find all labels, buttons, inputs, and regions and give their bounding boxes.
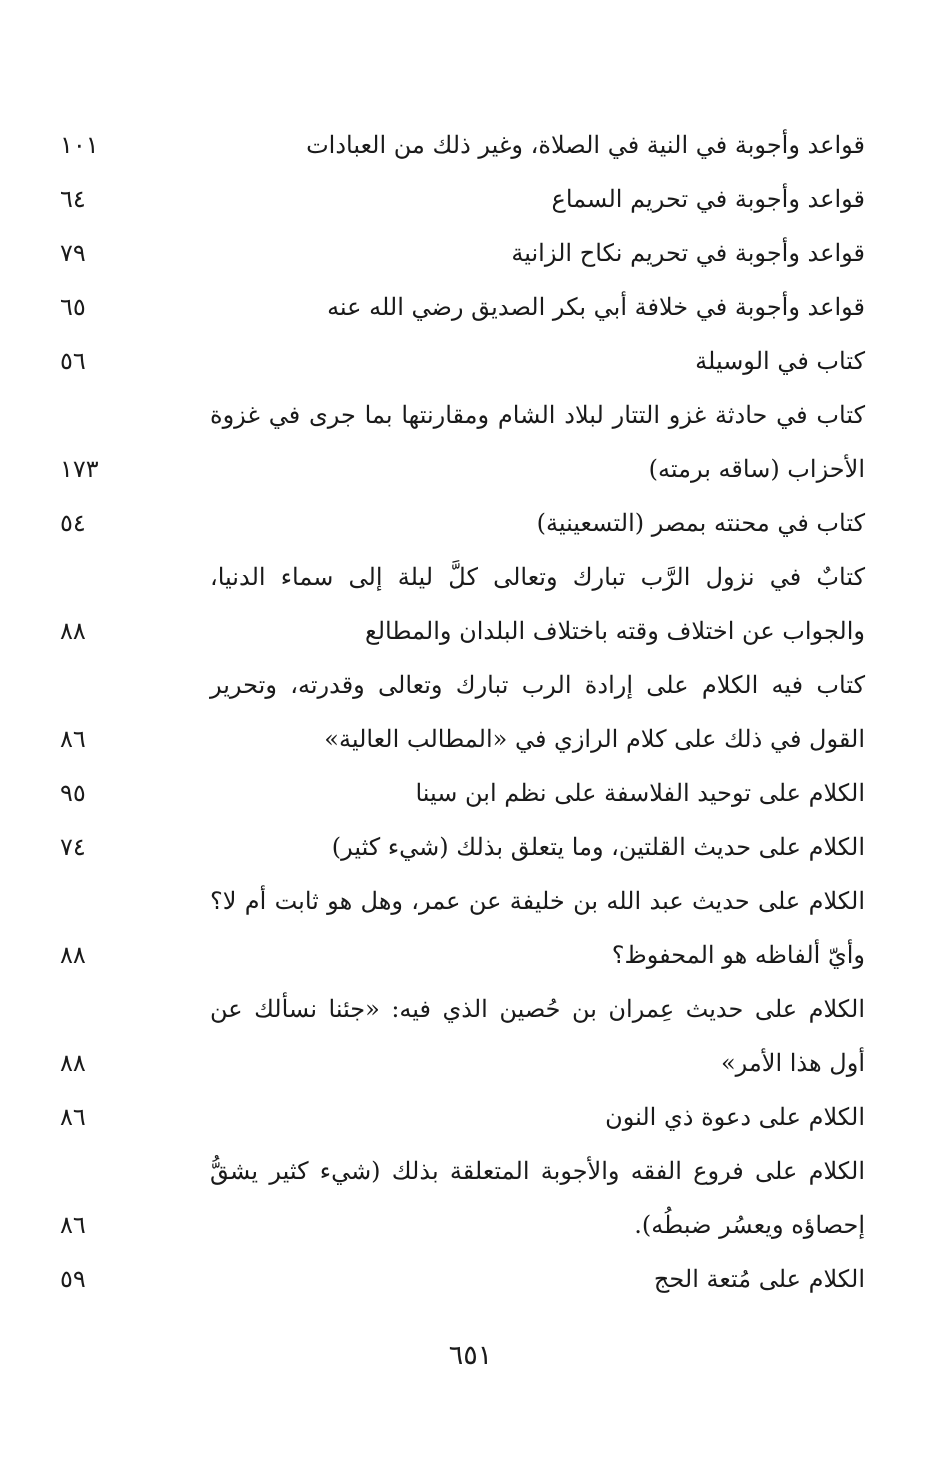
entry-page-number: ٥٤ [60, 509, 86, 537]
index-list [60, 118, 865, 1306]
index-entry [60, 280, 865, 334]
index-entry [60, 172, 865, 226]
entry-title: الكلام على فروع الفقه والأجوبة المتعلقة بذلك (شيء كثير يشقُّ إحصاؤه ويعسُر ضبطُه). [210, 1157, 865, 1239]
entry-page-number: ٧٩ [60, 239, 86, 267]
index-entry [60, 118, 865, 172]
entry-title: كتاب في حادثة غزو التتار لبلاد الشام ومقارنتها بما جرى في غزوة الأحزاب (ساقه برمته) [210, 401, 865, 483]
entry-page-number: ٨٦ [60, 1211, 86, 1239]
index-entry [60, 1090, 865, 1144]
index-entry [60, 766, 865, 820]
entry-title: كتابٌ في نزول الرَّب تبارك وتعالى كلَّ ليلة إلى سماء الدنيا، والجواب عن اختلاف وقته باختلاف البلدان والمطالع [210, 563, 865, 645]
entry-page-number: ٨٨ [60, 617, 86, 645]
index-entry [60, 820, 865, 874]
entry-page-number: ٨٦ [60, 1103, 86, 1131]
entry-title: قواعد وأجوبة في خلافة أبي بكر الصديق رضي الله عنه [327, 293, 865, 321]
entry-title: الكلام على حديث القلتين، وما يتعلق بذلك (شيء كثير) [331, 833, 865, 861]
entry-page-number: ١٧٣ [60, 455, 99, 483]
entry-title: الكلام على مُتعة الحج [653, 1265, 865, 1293]
entry-title: الكلام على توحيد الفلاسفة على نظم ابن سينا [415, 779, 865, 807]
entry-title: الكلام على حديث عِمران بن حُصين الذي فيه: «جئنا نسألك عن أول هذا الأمر» [210, 995, 865, 1077]
entry-page-number: ٨٨ [60, 941, 86, 969]
entry-page-number: ٩٥ [60, 779, 86, 807]
index-entry [60, 874, 865, 982]
index-entry [60, 1144, 865, 1252]
index-entry [60, 496, 865, 550]
entry-title: كتاب فيه الكلام على إرادة الرب تبارك وتعالى وقدرته، وتحرير القول في ذلك على كلام الرازي في «المطالب العالية» [210, 671, 865, 753]
entry-page-number: ٨٦ [60, 725, 86, 753]
index-entry [60, 226, 865, 280]
entry-title: كتاب في محنته بمصر (التسعينية) [536, 509, 865, 537]
entry-page-number: ٨٨ [60, 1049, 86, 1077]
index-entry [60, 334, 865, 388]
index-entry [60, 388, 865, 496]
entry-title: قواعد وأجوبة في تحريم السماع [551, 185, 865, 213]
entry-title: قواعد وأجوبة في تحريم نكاح الزانية [511, 239, 865, 267]
index-entry [60, 550, 865, 658]
entry-page-number: ٦٤ [60, 185, 86, 213]
page-number: ٦٥١ [448, 1340, 493, 1371]
entry-page-number: ٧٤ [60, 833, 86, 861]
index-entry [60, 982, 865, 1090]
entry-title: قواعد وأجوبة في النية في الصلاة، وغير ذلك من العبادات [306, 131, 865, 159]
entry-title: الكلام على حديث عبد الله بن خليفة عن عمر، وهل هو ثابت أم لا؟ وأيّ ألفاظه هو المحفوظ؟ [210, 887, 865, 969]
index-entry [60, 1252, 865, 1306]
entry-title: الكلام على دعوة ذي النون [605, 1103, 865, 1131]
entry-page-number: ٥٩ [60, 1265, 86, 1293]
entry-page-number: ١٠١ [60, 131, 99, 159]
entry-page-number: ٥٦ [60, 347, 86, 375]
index-entry [60, 658, 865, 766]
entry-title: كتاب في الوسيلة [695, 347, 865, 375]
entry-page-number: ٦٥ [60, 293, 86, 321]
